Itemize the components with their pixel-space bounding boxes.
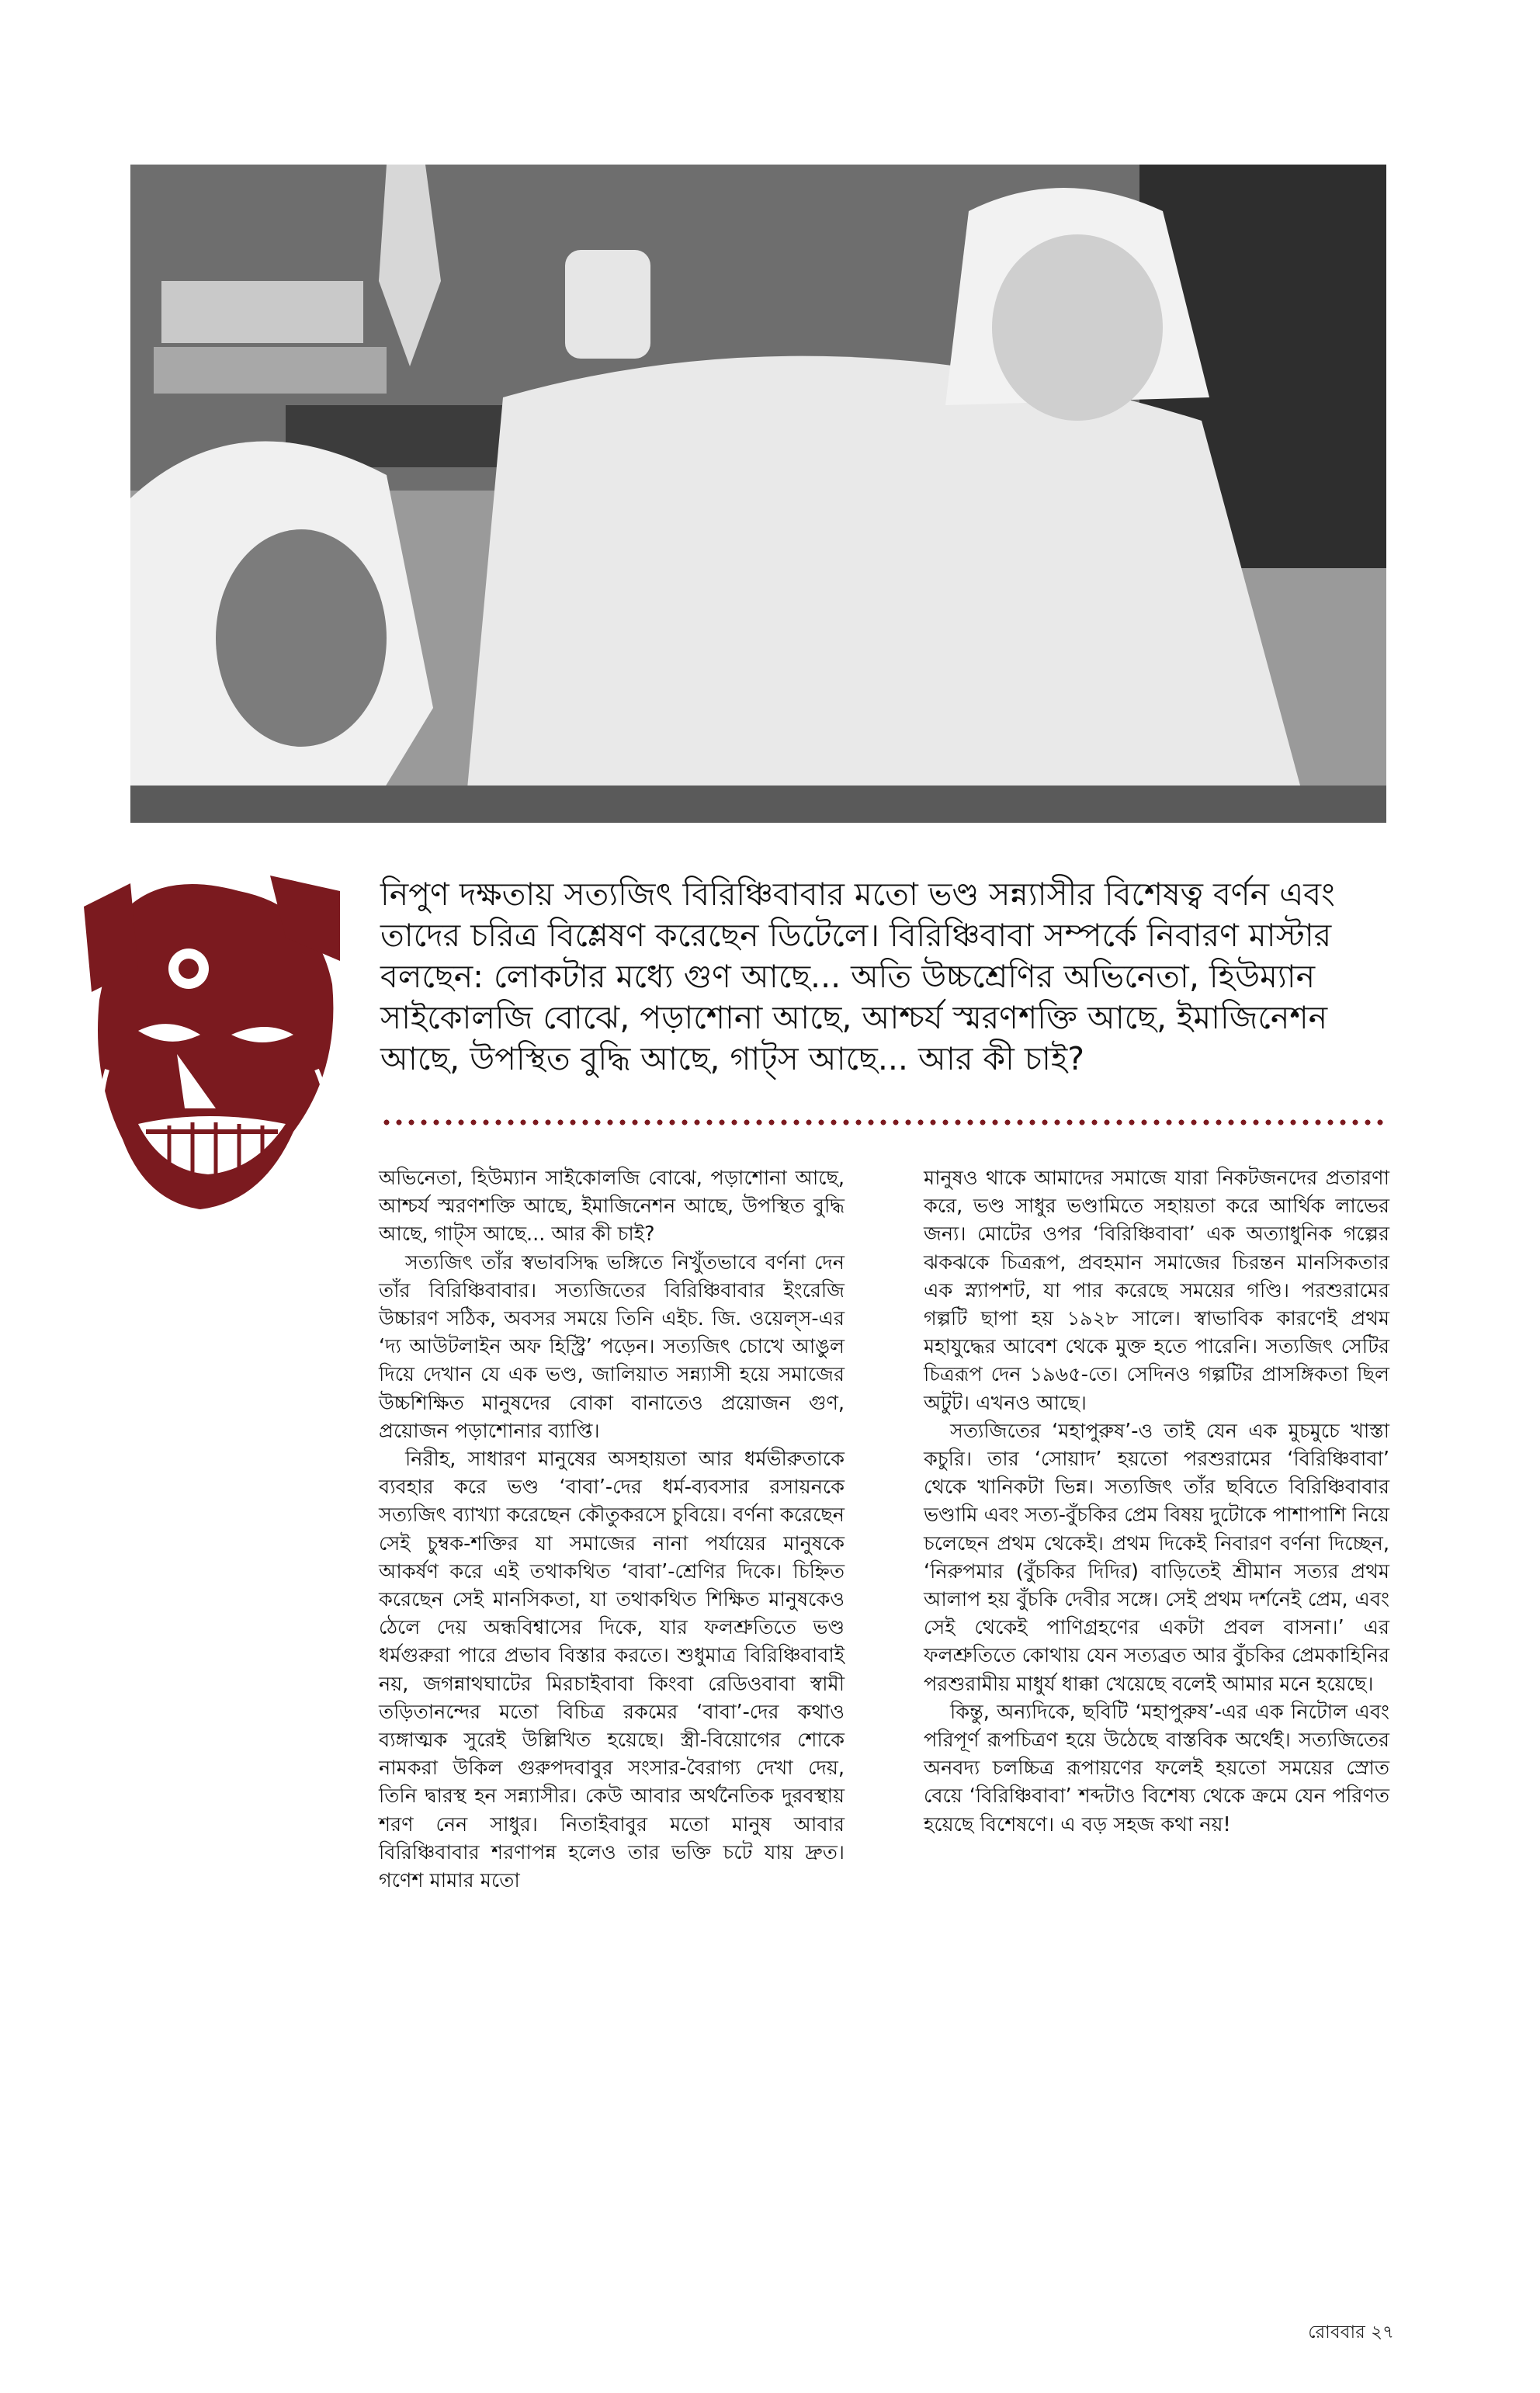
paragraph: কিন্তু, অন্যদিকে, ছবিটি ‘মহাপুরুষ’-এর এক নিটোল এবং পরিপূর্ণ রূপচিত্রণ হয়ে উঠেছে বাস্তবিক অর্থেই। সত্যজিতের অনবদ্য চলচ্চিত্র রূপায়ণের ফলেই হয়তো সময়ের স্রোত বেয়ে ‘বিরিঞ্চিবাবা’ শব্দটাও বিশেষ্য থেকে ক্রমে যেন পরিণত হয়েছে বিশেষণে। এ বড় সহজ কথা নয়! xyxy=(924,1700,1389,1836)
article-column-left xyxy=(379,1164,845,1895)
paragraph: নিরীহ, সাধারণ মানুষের অসহায়তা আর ধর্মভীরুতাকে ব্যবহার করে ভণ্ড ‘বাবা’-দের ধর্ম-ব্যবসার রসায়নকে সত্যজিৎ ব্যাখ্যা করেছেন কৌতুকরসে চুবিয়ে। বর্ণনা করেছেন সেই চুম্বক-শক্তির যা সমাজের নানা পর্যায়ের মানুষকে আকর্ষণ করে এই তথাকথিত ‘বাবা’-শ্রেণির দিকে। চিহ্নিত করেছেন সেই মানসিকতা, যা তথাকথিত শিক্ষিত মানুষকেও ঠেলে দেয় অন্ধবিশ্বাসের দিকে, যার ফলশ্রুতিতে ভণ্ড ধর্মগুরুরা পারে প্রভাব বিস্তার করতে। শুধুমাত্র বিরিঞ্চিবাবাই নয়, জগন্নাথঘাটের মিরচাইবাবা কিংবা রেডিওবাবা স্বামী তড়িতানন্দের মতো বিচিত্র রকমের ‘বাবা’-দের কথাও ব্যঙ্গাত্মক সুরেই উল্লিখিত হয়েছে। স্ত্রী-বিয়োগের শোকে নামকরা উকিল গুরুপদবাবুর সংসার-বৈরাগ্য দেখা দেয়, তিনি দ্বারস্থ হন সন্ন্যাসীর। কেউ আবার অর্থনৈতিক দুরবস্থায় শরণ নেন সাধুর। নিতাইবাবুর মতো মানুষ আবার বিরিঞ্চিবাবার শরণাপন্ন হলেও তার ভক্তি চটে যায় দ্রুত। গণেশ মামার মতো xyxy=(379,1448,845,1893)
paragraph: অভিনেতা, হিউম্যান সাইকোলজি বোঝে, পড়াশোনা আছে, আশ্চর্য স্মরণশক্তি আছে, ইমাজিনেশন আছে, উপস্থিত বুদ্ধি আছে, গাট্‌স আছে... আর কী চাই? xyxy=(379,1167,845,1247)
paragraph: সত্যজিৎ তাঁর স্বভাবসিদ্ধ ভঙ্গিতে নিখুঁতভাবে বর্ণনা দেন তাঁর বিরিঞ্চিবাবার। সত্যজিতের বিরিঞ্চিবাবার ইংরেজি উচ্চারণ সঠিক, অবসর সময়ে তিনি এইচ. জি. ওয়েল্‌স-এর ‘দ্য আউটলাইন অফ হিস্ট্রি’ পড়েন। সত্যজিৎ চোখে আঙুল দিয়ে দেখান যে এক ভণ্ড, জালিয়াত সন্ন্যাসী হয়ে সমাজের উচ্চশিক্ষিত মানুষদের বোকা বানাতেও প্রয়োজন গুণ, প্রয়োজন পড়াশোনার ব্যাপ্তি। xyxy=(379,1250,845,1443)
paragraph: সত্যজিতের ‘মহাপুরুষ’-ও তাই যেন এক মুচমুচে খাস্তা কচুরি। তার ‘সোয়াদ’ হয়তো পরশুরামের ‘বিরিঞ্চিবাবা’ থেকে খানিকটা ভিন্ন। সত্যজিৎ তাঁর ছবিতে বিরিঞ্চিবাবার ভণ্ডামি এবং সত্য-বুঁচকির প্রেম বিষয় দুটোকে পাশাপাশি নিয়ে চলেছেন প্রথম থেকেই। প্রথম দিকেই নিবারণ বর্ণনা দিচ্ছেন, ‘নিরুপমার (বুঁচকির দিদির) বাড়িতেই শ্রীমান সত্যর প্রথম আলাপ হয় বুঁচকি দেবীর সঙ্গে। সেই প্রথম দর্শনেই প্রেম, এবং সেই থেকেই পাণিগ্রহণের একটা প্রবল বাসনা।’ এর ফলশ্রুতিতে কোথায় যেন সত্যব্রত আর বুঁচকির প্রেমকাহিনির পরশুরামীয় মাধুর্য ধাক্কা খেয়েছে বলেই আমার মনে হয়েছে। xyxy=(924,1419,1389,1696)
dotted-divider xyxy=(380,1118,1389,1126)
godman-face-illustration xyxy=(84,876,348,1217)
pull-quote-text: নিপুণ দক্ষতায় সত্যজিৎ বিরিঞ্চিবাবার মতো ভণ্ড সন্ন্যাসীর বিশেষত্ব বর্ণন এবং তাদের চরিত্র বিশ্লেষণ করেছেন ডিটেলে। বিরিঞ্চিবাবা সম্পর্কে নিবারণ মাস্টার বলছেন: লোকটার মধ্যে গুণ আছে... অতি উচ্চশ্রেণির অভিনেতা, হিউম্যান সাইকোলজি বোঝে, পড়াশোনা আছে, আশ্চর্য স্মরণশক্তি আছে, ইমাজিনেশন আছে, উপস্থিত বুদ্ধি আছে, গাট্‌স আছে... আর কী চাই? xyxy=(380,876,1335,1077)
paragraph: মানুষও থাকে আমাদের সমাজে যারা নিকটজনদের প্রতারণা করে, ভণ্ড সাধুর ভণ্ডামিতে সহায়তা করে আর্থিক লাভের জন্য। মোটের ওপর ‘বিরিঞ্চিবাবা’ এক অত্যাধুনিক গল্পের ঝকঝকে চিত্ররূপ, প্রবহমান সমাজের চিরন্তন মানসিকতার এক স্ন্যাপশট, যা পার করেছে সময়ের গণ্ডি। পরশুরামের গল্পটি ছাপা হয় ১৯২৮ সালে। স্বাভাবিক কারণেই প্রথম মহাযুদ্ধের আবেশ থেকে মুক্ত হতে পারেনি। সত্যজিৎ সেটির চিত্ররূপ দেন ১৯৬৫-তে। সেদিনও গল্পটির প্রাসঙ্গিকতা ছিল অটুট। এখনও আছে। xyxy=(924,1167,1389,1415)
pull-quote xyxy=(380,874,1389,1080)
page-folio: রোববার ২৭ xyxy=(1308,2322,1394,2343)
film-still-photo xyxy=(130,165,1386,823)
illustrated-portrait xyxy=(84,876,348,1217)
article-column-right xyxy=(924,1164,1389,1839)
film-still-illustration xyxy=(130,165,1386,823)
